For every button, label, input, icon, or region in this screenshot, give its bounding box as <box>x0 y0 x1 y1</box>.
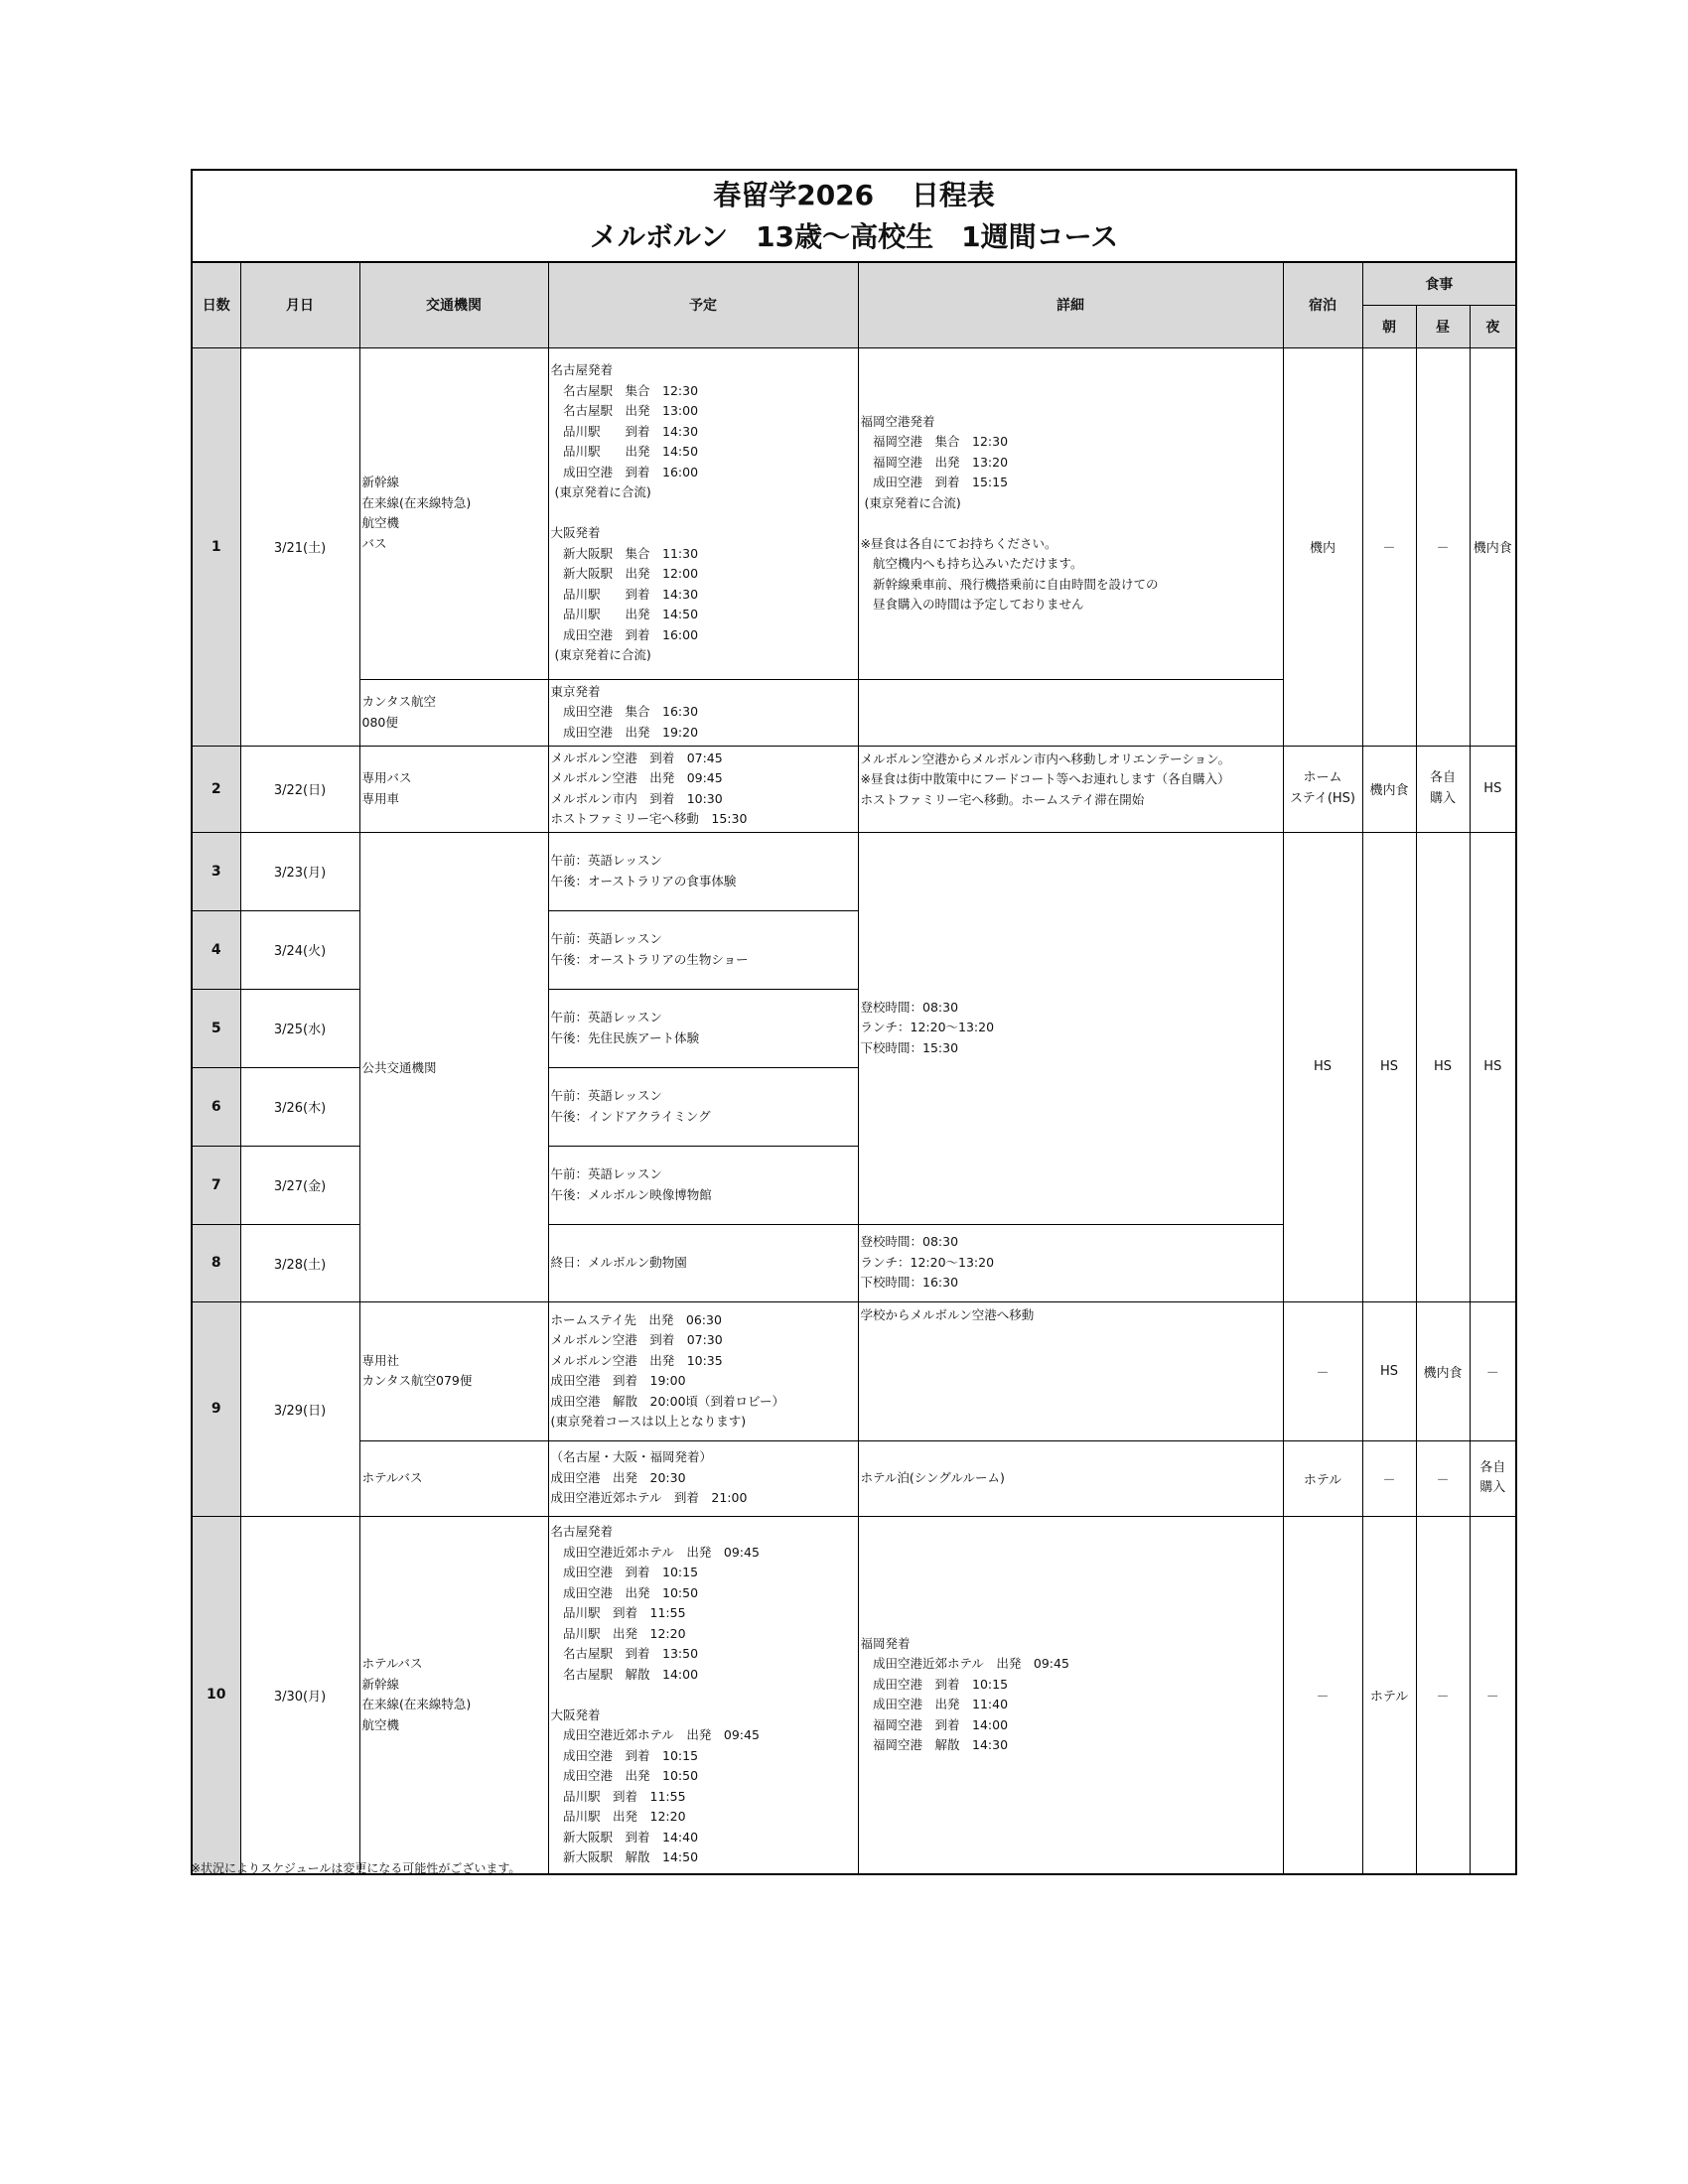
text-line: ホテルバス <box>361 1469 423 1485</box>
text-line: 成田空港 解散 20:00頃（到着ロビー） <box>550 1393 785 1409</box>
text-line: メルボルン空港 出発 10:35 <box>550 1352 723 1368</box>
text-line: ホストファミリー宅へ移動。ホームステイ滞在開始 <box>860 791 1145 807</box>
text-line: 専用バス <box>361 770 412 785</box>
text-line: 名古屋駅 到着 13:50 <box>550 1646 699 1661</box>
plan-cell <box>548 989 858 1067</box>
plan-cell <box>548 832 858 910</box>
lodging-cell: － <box>1283 1301 1362 1440</box>
transport-cell <box>359 1516 548 1874</box>
date-cell: 3/22(日) <box>240 746 359 832</box>
plan-cell <box>548 1067 858 1146</box>
day-number: 3 <box>192 832 240 910</box>
text-line: 新大阪駅 到着 14:40 <box>550 1829 699 1844</box>
header-breakfast: 朝 <box>1362 305 1416 347</box>
text-line: 成田空港近郊ホテル 到着 21:00 <box>550 1490 748 1506</box>
text-line: 成田空港 到着 15:15 <box>860 475 1009 489</box>
text-line: 航空機内へも持ち込みいただけます。 <box>860 556 1083 571</box>
plan-cell <box>548 1440 858 1516</box>
text-line: ※昼食は各自にてお持ちください。 <box>860 535 1057 551</box>
transport-cell <box>359 679 548 746</box>
plan-cell <box>548 347 858 679</box>
date-cell: 3/29(日) <box>240 1301 359 1516</box>
plan-cell <box>548 746 858 832</box>
text-line: 午後：インドアクライミング <box>550 1108 711 1124</box>
text-line: 新大阪駅 出発 12:00 <box>550 566 699 582</box>
header-dinner: 夜 <box>1470 305 1516 347</box>
text-line: 在来線(在来線特急) <box>361 494 472 510</box>
details-cell <box>858 832 1283 1224</box>
text-line: ランチ：12:20～13:20 <box>860 1254 995 1270</box>
schedule-table <box>191 169 1517 1875</box>
day-number: 6 <box>192 1067 240 1146</box>
title-line-1: 春留学2026 日程表 <box>713 178 995 211</box>
lunch-cell: － <box>1416 1440 1470 1516</box>
transport-cell <box>359 746 548 832</box>
lunch-cell: － <box>1416 1516 1470 1874</box>
text-line: 成田空港 出発 10:50 <box>550 1584 699 1600</box>
text-line: 登校時間：08:30 <box>860 999 959 1015</box>
text-line: 080便 <box>361 714 398 730</box>
date-cell: 3/25(水) <box>240 989 359 1067</box>
text-line: 成田空港 出発 10:50 <box>550 1768 699 1783</box>
day-number: 10 <box>192 1516 240 1874</box>
text-line <box>861 513 1281 534</box>
text-line: 成田空港 到着 10:15 <box>550 1747 699 1763</box>
text-line: 新大阪駅 集合 11:30 <box>550 545 699 561</box>
lodging-cell: ホテル <box>1283 1440 1362 1516</box>
transport-cell: 公共交通機関 <box>359 832 548 1301</box>
date-cell: 3/21(土) <box>240 347 359 746</box>
date-cell: 3/24(火) <box>240 910 359 989</box>
text-line: 成田空港 出発 19:20 <box>550 724 699 740</box>
text-line: 新大阪駅 解散 14:50 <box>550 1849 699 1864</box>
text-line: 成田空港近郊ホテル 出発 09:45 <box>550 1727 760 1742</box>
lodging-cell <box>1283 746 1362 832</box>
text-line: 専用車 <box>361 790 400 806</box>
text-line: 成田空港近郊ホテル 出発 09:45 <box>860 1656 1069 1672</box>
breakfast-cell: － <box>1362 347 1416 746</box>
details-cell <box>858 1301 1283 1440</box>
header-details: 詳細 <box>858 262 1283 347</box>
text-line: 品川駅 到着 11:55 <box>550 1605 686 1620</box>
dinner-cell: － <box>1470 1516 1516 1874</box>
text-line: 成田空港 到着 10:15 <box>550 1565 699 1579</box>
plan-cell <box>548 1224 858 1301</box>
lunch-cell: HS <box>1416 832 1470 1301</box>
day-number: 1 <box>192 347 240 746</box>
title-line-2: メルボルン 13歳～高校生 1週間コース <box>589 219 1119 253</box>
text-line <box>551 1685 856 1706</box>
text-line: 成田空港 到着 16:00 <box>550 464 699 479</box>
table-row <box>192 832 1516 910</box>
lunch-cell: 機内食 <box>1416 1301 1470 1440</box>
text-line: 午後：先住民族アート体験 <box>550 1029 700 1045</box>
text-line: 品川駅 出発 12:20 <box>550 1625 686 1641</box>
text-line: 品川駅 出発 14:50 <box>550 444 699 460</box>
text-line: メルボルン空港 到着 07:45 <box>550 750 723 765</box>
text-line: 成田空港 到着 10:15 <box>860 1676 1009 1692</box>
footnote: ※状況によりスケジュールは変更になる可能性がございます。 <box>191 1861 521 1875</box>
dinner-cell: － <box>1470 1301 1516 1440</box>
text-line: ホテル泊(シングルルーム) <box>860 1469 1005 1485</box>
date-cell: 3/23(月) <box>240 832 359 910</box>
text-line: ホームステイ先 出発 06:30 <box>550 1311 722 1327</box>
transport-cell <box>359 1440 548 1516</box>
breakfast-cell: 機内食 <box>1362 746 1416 832</box>
date-cell: 3/26(木) <box>240 1067 359 1146</box>
text-line: 品川駅 出発 14:50 <box>550 607 699 622</box>
text-line: メルボルン市内 到着 10:30 <box>550 790 723 806</box>
text-line: 午後：メルボルン映像博物館 <box>550 1186 712 1202</box>
header-day: 日数 <box>192 262 240 347</box>
text-line: ※昼食は街中散策中にフードコート等へお連れします（各自購入） <box>860 771 1230 786</box>
text-line: 購入 <box>1429 790 1456 806</box>
text-line: 福岡空港 到着 14:00 <box>860 1716 1009 1732</box>
text-line: 午前：英語レッスン <box>550 1166 662 1181</box>
text-line: (東京発着に合流) <box>550 484 651 500</box>
text-line: 新幹線 <box>361 475 400 489</box>
text-line: 名古屋駅 解散 14:00 <box>550 1666 699 1682</box>
table-row <box>192 746 1516 832</box>
text-line: 東京発着 <box>550 683 601 699</box>
text-line: 航空機 <box>361 1716 400 1732</box>
header-plan: 予定 <box>548 262 858 347</box>
text-line: メルボルン空港からメルボルン市内へ移動しオリエンテーション。 <box>860 751 1231 766</box>
header-lunch: 昼 <box>1416 305 1470 347</box>
text-line: 各自 <box>1479 1459 1506 1475</box>
text-line: 終日：メルボルン動物園 <box>550 1254 687 1270</box>
text-line: 成田空港 出発 20:30 <box>550 1469 686 1485</box>
header-lodging: 宿泊 <box>1283 262 1362 347</box>
text-line: 午後：オーストラリアの食事体験 <box>550 873 737 888</box>
transport-cell <box>359 347 548 679</box>
text-line: 午後：オーストラリアの生物ショー <box>550 951 749 967</box>
transport-cell <box>359 1301 548 1440</box>
breakfast-cell: ホテル <box>1362 1516 1416 1874</box>
details-cell <box>858 1440 1283 1516</box>
text-line: 午前：英語レッスン <box>550 1010 662 1024</box>
text-line: 昼食購入の時間は予定しておりません <box>860 597 1084 612</box>
lunch-cell: － <box>1416 347 1470 746</box>
details-cell <box>858 1516 1283 1874</box>
text-line: メルボルン空港 出発 09:45 <box>550 770 723 785</box>
text-line: 品川駅 出発 12:20 <box>550 1809 686 1824</box>
breakfast-cell: HS <box>1362 1301 1416 1440</box>
text-line: カンタス航空 <box>361 694 437 709</box>
text-line: (東京発着に合流) <box>860 494 961 510</box>
text-line: ホストファミリー宅へ移動 15:30 <box>550 811 748 826</box>
text-line: 福岡空港 出発 13:20 <box>860 454 1009 470</box>
day-number: 7 <box>192 1146 240 1224</box>
text-line: 大阪発着 <box>550 1706 601 1722</box>
text-line: 学校からメルボルン空港へ移動 <box>860 1306 1035 1322</box>
plan-cell <box>548 1516 858 1874</box>
date-cell: 3/27(金) <box>240 1146 359 1224</box>
text-line: 下校時間：15:30 <box>860 1039 959 1055</box>
title-block <box>192 170 1516 262</box>
text-line: 新幹線乗車前、飛行機搭乗前に自由時間を設けての <box>860 576 1159 592</box>
text-line: (東京発着に合流) <box>550 647 651 663</box>
text-line: 航空機 <box>361 515 400 530</box>
text-line: 品川駅 到着 11:55 <box>550 1788 686 1804</box>
text-line: 福岡空港 解散 14:30 <box>860 1737 1009 1753</box>
text-line: 各自 <box>1429 770 1456 785</box>
plan-cell <box>548 679 858 746</box>
lunch-cell <box>1416 746 1470 832</box>
breakfast-cell: HS <box>1362 832 1416 1301</box>
date-cell: 3/28(土) <box>240 1224 359 1301</box>
text-line: 名古屋発着 <box>550 1524 614 1539</box>
dinner-cell <box>1470 1440 1516 1516</box>
day-number: 9 <box>192 1301 240 1516</box>
date-cell: 3/30(月) <box>240 1516 359 1874</box>
text-line: 成田空港 到着 19:00 <box>550 1373 686 1388</box>
header-date: 月日 <box>240 262 359 347</box>
text-line: ステイ(HS) <box>1289 790 1355 806</box>
text-line: （名古屋・大阪・福岡発着） <box>550 1449 713 1465</box>
text-line: 専用社 <box>361 1352 400 1368</box>
text-line: 名古屋発着 <box>550 362 614 378</box>
plan-cell <box>548 1146 858 1224</box>
text-line: 午前：英語レッスン <box>550 1088 662 1103</box>
table-row <box>192 1440 1516 1516</box>
lodging-cell: 機内 <box>1283 347 1362 746</box>
text-line: メルボルン空港 到着 07:30 <box>550 1332 723 1347</box>
header-transport: 交通機関 <box>359 262 548 347</box>
text-line: 福岡空港 集合 12:30 <box>860 434 1009 449</box>
day-number: 4 <box>192 910 240 989</box>
table-row <box>192 1516 1516 1874</box>
text-line: 在来線(在来線特急) <box>361 1697 472 1712</box>
header-meals: 食事 <box>1362 262 1516 305</box>
dinner-cell: 機内食 <box>1470 347 1516 746</box>
lodging-cell: HS <box>1283 832 1362 1301</box>
text-line: 登校時間：08:30 <box>860 1234 959 1250</box>
text-line: 成田空港 集合 16:30 <box>550 704 699 720</box>
text-line: 成田空港 出発 11:40 <box>860 1697 1009 1712</box>
text-line <box>551 503 856 524</box>
day-number: 2 <box>192 746 240 832</box>
lodging-cell: － <box>1283 1516 1362 1874</box>
text-line: 福岡空港発着 <box>860 413 935 429</box>
text-line: 購入 <box>1479 1480 1506 1495</box>
text-line: 成田空港 到着 16:00 <box>550 626 699 642</box>
dinner-cell: HS <box>1470 746 1516 832</box>
details-cell <box>858 1224 1283 1301</box>
plan-cell <box>548 1301 858 1440</box>
table-row <box>192 1301 1516 1440</box>
text-line: 品川駅 到着 14:30 <box>550 423 699 439</box>
text-line: (東京発着コースは以上となります) <box>550 1414 747 1429</box>
text-line: 午前：英語レッスン <box>550 931 662 946</box>
text-line: 品川駅 到着 14:30 <box>550 586 699 602</box>
text-line: 名古屋駅 集合 12:30 <box>550 382 699 398</box>
text-line: バス <box>361 535 387 551</box>
schedule-sheet <box>191 169 1515 1875</box>
text-line: 成田空港近郊ホテル 出発 09:45 <box>550 1544 760 1560</box>
details-cell-empty <box>858 679 1283 746</box>
plan-cell <box>548 910 858 989</box>
text-line: 新幹線 <box>361 1676 400 1692</box>
text-line: ホテルバス <box>361 1656 423 1672</box>
text-line: 大阪発着 <box>550 525 601 541</box>
text-line: ランチ：12:20～13:20 <box>860 1020 995 1035</box>
text-line: カンタス航空079便 <box>361 1373 473 1388</box>
text-line: ホーム <box>1303 770 1342 785</box>
details-cell <box>858 746 1283 832</box>
text-line: 午前：英語レッスン <box>550 853 662 868</box>
day-number: 8 <box>192 1224 240 1301</box>
text-line: 福岡発着 <box>860 1635 911 1651</box>
text-line: 名古屋駅 出発 13:00 <box>550 403 699 419</box>
breakfast-cell: － <box>1362 1440 1416 1516</box>
table-row <box>192 347 1516 679</box>
dinner-cell: HS <box>1470 832 1516 1301</box>
day-number: 5 <box>192 989 240 1067</box>
details-cell <box>858 347 1283 679</box>
text-line: 下校時間：16:30 <box>860 1275 959 1291</box>
